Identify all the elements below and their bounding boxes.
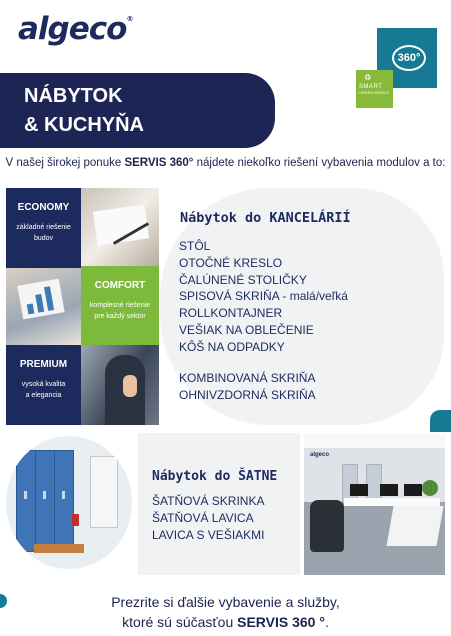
office-furniture-title: Nábytok do KANCELÁRIÍ (180, 210, 351, 226)
intro-text: V našej širokej ponuke SERVIS 360° nájdete niekoľko riešení vybavenia modulov a to: (5, 157, 446, 169)
office-paperwork-photo (81, 188, 159, 266)
list-item: ŠATŇOVÁ SKRINKA (152, 494, 265, 508)
list-item: OTOČNÉ KRESLO (179, 255, 283, 270)
charts-meeting-photo (6, 268, 81, 345)
footer-text: Prezrite si ďalšie vybavenie a služby, ktoré sú súčasťou SERVIS 360 °. (111, 594, 340, 630)
smart-green-world-badge: ♻ SMART GREEN WORLD (356, 70, 393, 108)
thumbs-up-businessman-photo (81, 345, 159, 425)
tier-premium: PREMIUM vysoká kvalita a elegancia (6, 345, 81, 425)
wardrobe-furniture-list (152, 493, 265, 544)
list-item: STÔL (179, 239, 211, 253)
wardrobe-furniture-title: Nábytok do ŠATNE (152, 469, 278, 484)
office-photo-sign: algeco (310, 452, 330, 458)
tier-economy: ECONOMY základné riešenie budov (6, 188, 81, 268)
page-title-band (0, 73, 275, 148)
list-item: LAVICA S VEŠIAKMI (152, 528, 265, 542)
office-furniture-list (179, 238, 348, 356)
page-title-line2: & KUCHYŇA (24, 114, 144, 136)
algeco-logo: algeco® (18, 11, 133, 47)
tier-comfort: COMFORT komplesné riešenie pre každý sektor (81, 266, 159, 345)
list-item: OHNIVZDORNÁ SKRIŇA (179, 387, 316, 402)
list-item: KOMBINOVANÁ SKRIŇA (179, 371, 316, 385)
list-item: ČALÚNENÉ STOLIČKY (179, 272, 307, 287)
list-item: ROLLKONTAJNER (179, 306, 283, 321)
locker-room-photo (6, 436, 132, 569)
360-icon: 360° (392, 45, 426, 71)
decorative-teal-tab (430, 410, 451, 432)
list-item: KÔŠ NA ODPADKY (179, 339, 285, 354)
list-item: VEŠIAK NA OBLEČENIE (179, 322, 314, 337)
recycle-icon: ♻ (364, 73, 372, 82)
page-title-line1: NÁBYTOK (24, 85, 123, 107)
modern-office-photo (304, 434, 445, 575)
list-item: ŠATŇOVÁ LAVICA (152, 511, 254, 525)
office-furniture-list-extra (179, 370, 316, 404)
list-item: SPISOVÁ SKRIŇA - malá/veľká (179, 289, 348, 304)
